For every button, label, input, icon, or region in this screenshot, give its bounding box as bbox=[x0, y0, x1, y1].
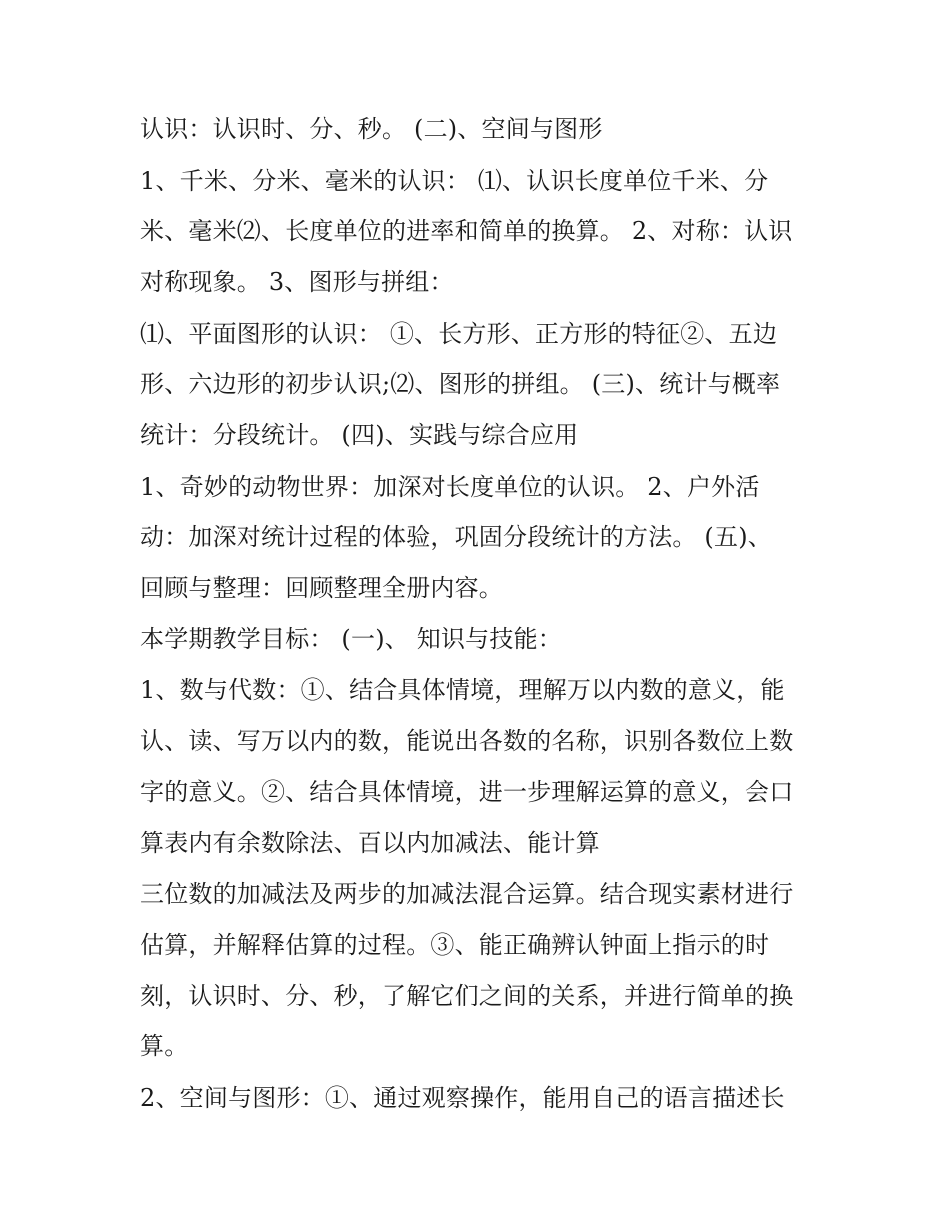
text-line-1: 认识：认识时、分、秒。 (二)、空间与图形 bbox=[140, 115, 603, 143]
text-line-5: ⑴、平面图形的认识： ①、长方形、正方形的特征②、五边 bbox=[140, 320, 778, 348]
text-line-11: 本学期教学目标： (一)、 知识与技能： bbox=[140, 625, 562, 653]
text-line-6: 形、六边形的初步认识;⑵、图形的拼组。 (三)、统计与概率 bbox=[140, 370, 781, 398]
text-line-8: 1、奇妙的动物世界：加深对长度单位的认识。 2、户外活 bbox=[140, 473, 760, 501]
text-line-3: 米、毫米⑵、长度单位的进率和简单的换算。 2、对称：认识 bbox=[140, 217, 793, 245]
text-line-4: 对称现象。 3、图形与拼组： bbox=[140, 268, 454, 296]
text-line-7: 统计：分段统计。 (四)、实践与综合应用 bbox=[140, 421, 579, 449]
text-line-12: 1、数与代数：①、结合具体情境，理解万以内数的意义，能 bbox=[140, 676, 785, 704]
text-line-19: 算。 bbox=[140, 1032, 189, 1060]
text-line-14: 字的意义。②、结合具体情境，进一步理解运算的意义，会口 bbox=[140, 778, 794, 806]
text-line-13: 认、读、写万以内的数，能说出各数的名称，识别各数位上数 bbox=[140, 727, 794, 755]
text-line-17: 估算，并解释估算的过程。③、能正确辨认钟面上指示的时 bbox=[140, 931, 770, 959]
text-line-18: 刻，认识时、分、秒，了解它们之间的关系，并进行简单的换 bbox=[140, 982, 794, 1010]
text-line-15: 算表内有余数除法、百以内加减法、能计算 bbox=[140, 829, 600, 857]
text-line-16: 三位数的加减法及两步的加减法混合运算。结合现实素材进行 bbox=[140, 880, 794, 908]
text-line-20: 2、空间与图形：①、通过观察操作，能用自己的语言描述长 bbox=[140, 1084, 785, 1112]
text-line-9: 动：加深对统计过程的体验，巩固分段统计的方法。 (五)、 bbox=[140, 523, 772, 551]
text-line-2: 1、千米、分米、毫米的认识： ⑴、认识长度单位千米、分 bbox=[140, 167, 769, 195]
text-line-10: 回顾与整理：回顾整理全册内容。 bbox=[140, 574, 503, 602]
